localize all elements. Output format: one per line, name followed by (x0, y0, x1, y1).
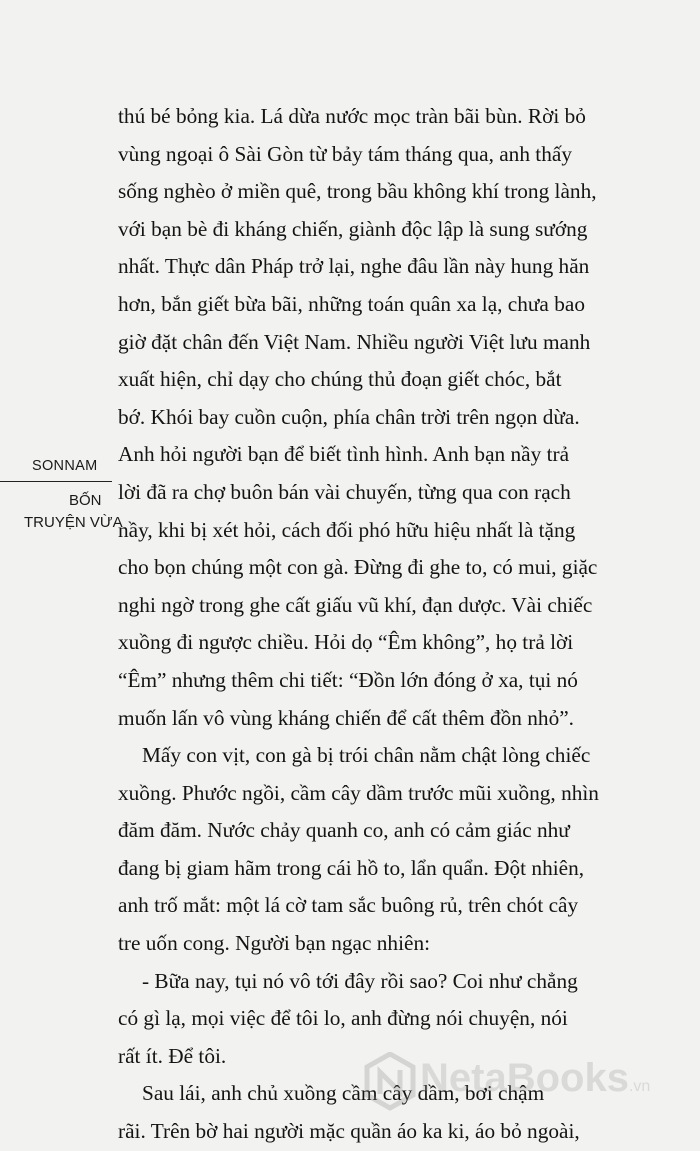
text-line: anh trố mắt: một lá cờ tam sắc buông rủ, trên chót cây (118, 893, 579, 918)
text-line: tre uốn cong. Người bạn ngạc nhiên: (118, 931, 431, 956)
text-line: hơn, bắn giết bừa bãi, những toán quân xa lạ, chưa bao (118, 291, 585, 316)
text-line: vùng ngoại ô Sài Gòn từ bảy tám tháng qua, anh thấy (118, 141, 572, 166)
text-line: nghi ngờ trong ghe cất giấu vũ khí, đạn dược. Vài chiếc (118, 592, 593, 617)
text-line: đăm đăm. Nước chảy quanh co, anh có cảm giác như (118, 818, 570, 843)
text-line: nhất. Thực dân Pháp trở lại, nghe đâu lần này hung hăn (118, 254, 590, 279)
text-line: xuồng đi ngược chiều. Hỏi dọ “Êm không”, họ trả lời (118, 630, 574, 655)
text-line: “Êm” nhưng thêm chi tiết: “Đồn lớn đóng ở xa, tụi nó (118, 667, 578, 692)
book-title-line-2: TRUYỆN VỪA (24, 514, 123, 531)
text-line: thú bé bỏng kia. Lá dừa nước mọc tràn bãi bùn. Rời bỏ (118, 104, 586, 128)
watermark-suffix: .vn (628, 1078, 651, 1095)
text-line: muốn lấn vô vùng kháng chiến để cất thêm đồn nhỏ”. (118, 705, 575, 730)
author-name: SONNAM (32, 458, 98, 474)
text-line: rãi. Trên bờ hai người mặc quần áo ka ki, áo bỏ ngoài, (118, 1119, 580, 1144)
netabooks-logo-icon (364, 1052, 416, 1112)
text-line: Anh hỏi người bạn để biết tình hình. Anh bạn nầy trả (118, 442, 570, 467)
paragraph-start-line: Sau lái, anh chủ xuồng cầm cây dầm, bơi chậm (142, 1081, 545, 1106)
text-line: đang bị giam hãm trong cái hồ to, lẩn quẩn. Đột nhiên, (118, 855, 585, 880)
sidebar-divider (0, 481, 112, 482)
watermark-text (420, 1056, 650, 1101)
text-line: xuồng. Phước ngồi, cầm cây dầm trước mũi xuồng, nhìn (118, 780, 599, 805)
page-body (118, 98, 694, 1151)
watermark (364, 1044, 700, 1120)
text-line: xuất hiện, chỉ dạy cho chúng thủ đoạn giết chóc, bắt (118, 367, 562, 392)
dialogue-line: - Bữa nay, tụi nó vô tới đây rồi sao? Coi như chẳng (142, 968, 578, 993)
text-line: bớ. Khói bay cuồn cuộn, phía chân trời trên ngọn dừa. (118, 404, 580, 429)
text-line: nầy, khi bị xét hỏi, cách đối phó hữu hiệu nhất là tặng (118, 517, 576, 542)
text-line: có gì lạ, mọi việc để tôi lo, anh đừng nói chuyện, nói (118, 1006, 568, 1031)
watermark-brand: NetaBooks (420, 1056, 629, 1100)
text-line: rất ít. Để tôi. (118, 1043, 227, 1068)
text-line: giờ đặt chân đến Việt Nam. Nhiều người Việt lưu manh (118, 329, 591, 354)
text-line: cho bọn chúng một con gà. Đừng đi ghe to, có mui, giặc (118, 555, 598, 580)
book-title-line-1: BỐN (69, 492, 102, 509)
text-line: sống nghèo ở miền quê, trong bầu không khí trong lành, (118, 179, 597, 204)
text-line: lời đã ra chợ buôn bán vài chuyến, từng qua con rạch (118, 479, 571, 504)
text-line: với bạn bè đi kháng chiến, giành độc lập là sung sướng (118, 216, 588, 241)
paragraph-start-line: Mấy con vịt, con gà bị trói chân nằm chật lòng chiếc (142, 743, 591, 768)
